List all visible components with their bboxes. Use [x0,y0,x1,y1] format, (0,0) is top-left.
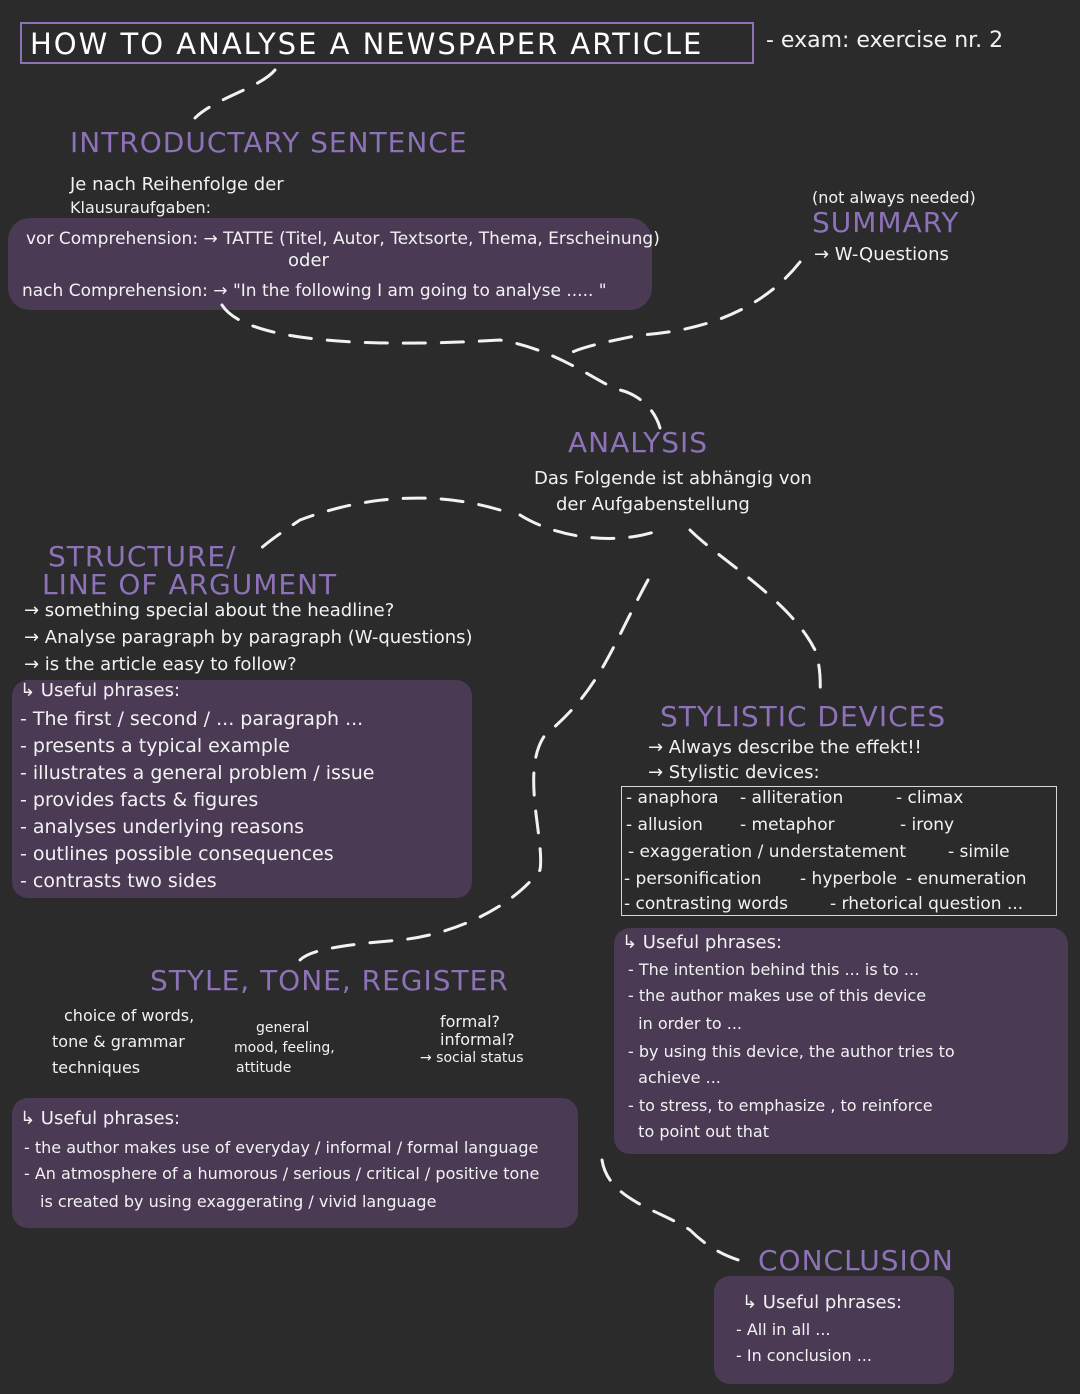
connector-title-intro [195,70,275,118]
summary-heading: SUMMARY [812,206,960,239]
connector-analysis-left-down [520,515,660,538]
device-metaphor: - metaphor [740,815,835,835]
structure-useful-label: ↳ Useful phrases: [20,680,181,701]
connector-analysis-structure [255,498,500,555]
device-anaphora: - anaphora [626,788,719,808]
device-hyperbole: - hyperbole [800,869,897,889]
stylistic-line1: → Always describe the effekt!! [648,737,922,758]
title-note: - exam: exercise nr. 2 [766,28,1004,53]
page-title: HOW TO ANALYSE A NEWSPAPER ARTICLE [20,22,754,64]
device-personification: - personification [624,869,762,889]
structure-question-2: → Analyse paragraph by paragraph (W-questions) [24,627,473,648]
conclusion-phrase-1: - All in all ... [736,1320,831,1339]
structure-phrase: - illustrates a general problem / issue [20,762,375,784]
analysis-line1: Das Folgende ist abhängig von [534,468,812,489]
stylistic-phrase: - by using this device, the author tries to [628,1042,955,1061]
summary-note: (not always needed) [812,188,976,207]
connector-analysis-stylistic [690,530,820,700]
stylistic-phrase: in order to ... [628,1014,742,1033]
structure-question-3: → is the article easy to follow? [24,654,297,675]
style-col3-line1: formal? [440,1012,501,1031]
connector-stylistic-conclusion [602,1160,745,1262]
summary-sub: → W-Questions [814,244,949,265]
conclusion-phrase-2: - In conclusion ... [736,1346,872,1365]
style-col1-line3: techniques [52,1058,141,1077]
connector-intro-analysis [222,305,660,428]
device-alliteration: - alliteration [740,788,844,808]
structure-phrase-list [20,706,375,895]
style-col2-line1: general [256,1020,310,1036]
structure-phrase: - presents a typical example [20,735,290,757]
style-phrase-1: - the author makes use of everyday / informal / formal language [24,1138,539,1157]
conclusion-heading: CONCLUSION [758,1244,954,1277]
stylistic-useful-label: ↳ Useful phrases: [622,932,783,953]
style-col3-line2: informal? [440,1030,515,1049]
structure-phrase: - contrasts two sides [20,870,217,892]
intro-oder: oder [288,250,329,271]
style-col2-line3: attitude [236,1060,292,1076]
style-phrase-3: is created by using exaggerating / vivid language [40,1192,437,1211]
structure-phrase: - The first / second / ... paragraph ... [20,708,364,730]
stylistic-phrase: - The intention behind this ... is to ... [628,960,920,979]
intro-note-line1: Je nach Reihenfolge der [70,174,284,195]
style-useful-label: ↳ Useful phrases: [20,1108,181,1129]
device-irony: - irony [900,815,955,835]
stylistic-phrase: achieve ... [628,1068,721,1087]
structure-phrase: - outlines possible consequences [20,843,334,865]
style-col2-line2: mood, feeling, [234,1040,335,1056]
device-rhetorical: - rhetorical question ... [830,894,1024,914]
structure-phrase: - analyses underlying reasons [20,816,305,838]
intro-nach: nach Comprehension: → "In the following I am going to analyse ..... " [22,281,607,301]
stylistic-phrase: to point out that [628,1122,769,1141]
stylistic-phrase: - the author makes use of this device [628,986,927,1005]
device-exaggeration: - exaggeration / understatement [628,842,907,862]
style-heading: STYLE, TONE, REGISTER [150,964,509,997]
stylistic-phrase: - to stress, to emphasize , to reinforce [628,1096,933,1115]
device-climax: - climax [896,788,964,808]
device-simile: - simile [948,842,1010,862]
style-col1-line1: choice of words, [64,1006,195,1025]
style-phrase-2: - An atmosphere of a humorous / serious / critical / positive tone [24,1164,540,1183]
intro-vor: vor Comprehension: → TATTE (Titel, Autor, Textsorte, Thema, Erscheinung) [26,229,660,249]
intro-note-line2: Klausuraufgaben: [70,198,212,217]
device-contrasting: - contrasting words [624,894,788,914]
style-col3-line3: → social status [420,1050,524,1066]
style-col1-line2: tone & grammar [52,1032,185,1051]
structure-question-1: → something special about the headline? [24,600,395,621]
connector-summary-analysis [560,262,800,360]
intro-heading: INTRODUCTARY SENTENCE [70,126,468,159]
device-allusion: - allusion [626,815,703,835]
structure-heading-line1: STRUCTURE/ [48,540,237,573]
structure-phrase: - provides facts & figures [20,789,259,811]
analysis-heading: ANALYSIS [568,426,709,459]
analysis-line2: der Aufgabenstellung [556,494,750,515]
device-enumeration: - enumeration [906,869,1027,889]
conclusion-useful-label: ↳ Useful phrases: [742,1292,903,1313]
stylistic-heading: STYLISTIC DEVICES [660,700,947,733]
stylistic-line2: → Stylistic devices: [648,762,820,783]
structure-heading-line2: LINE OF ARGUMENT [42,568,338,601]
